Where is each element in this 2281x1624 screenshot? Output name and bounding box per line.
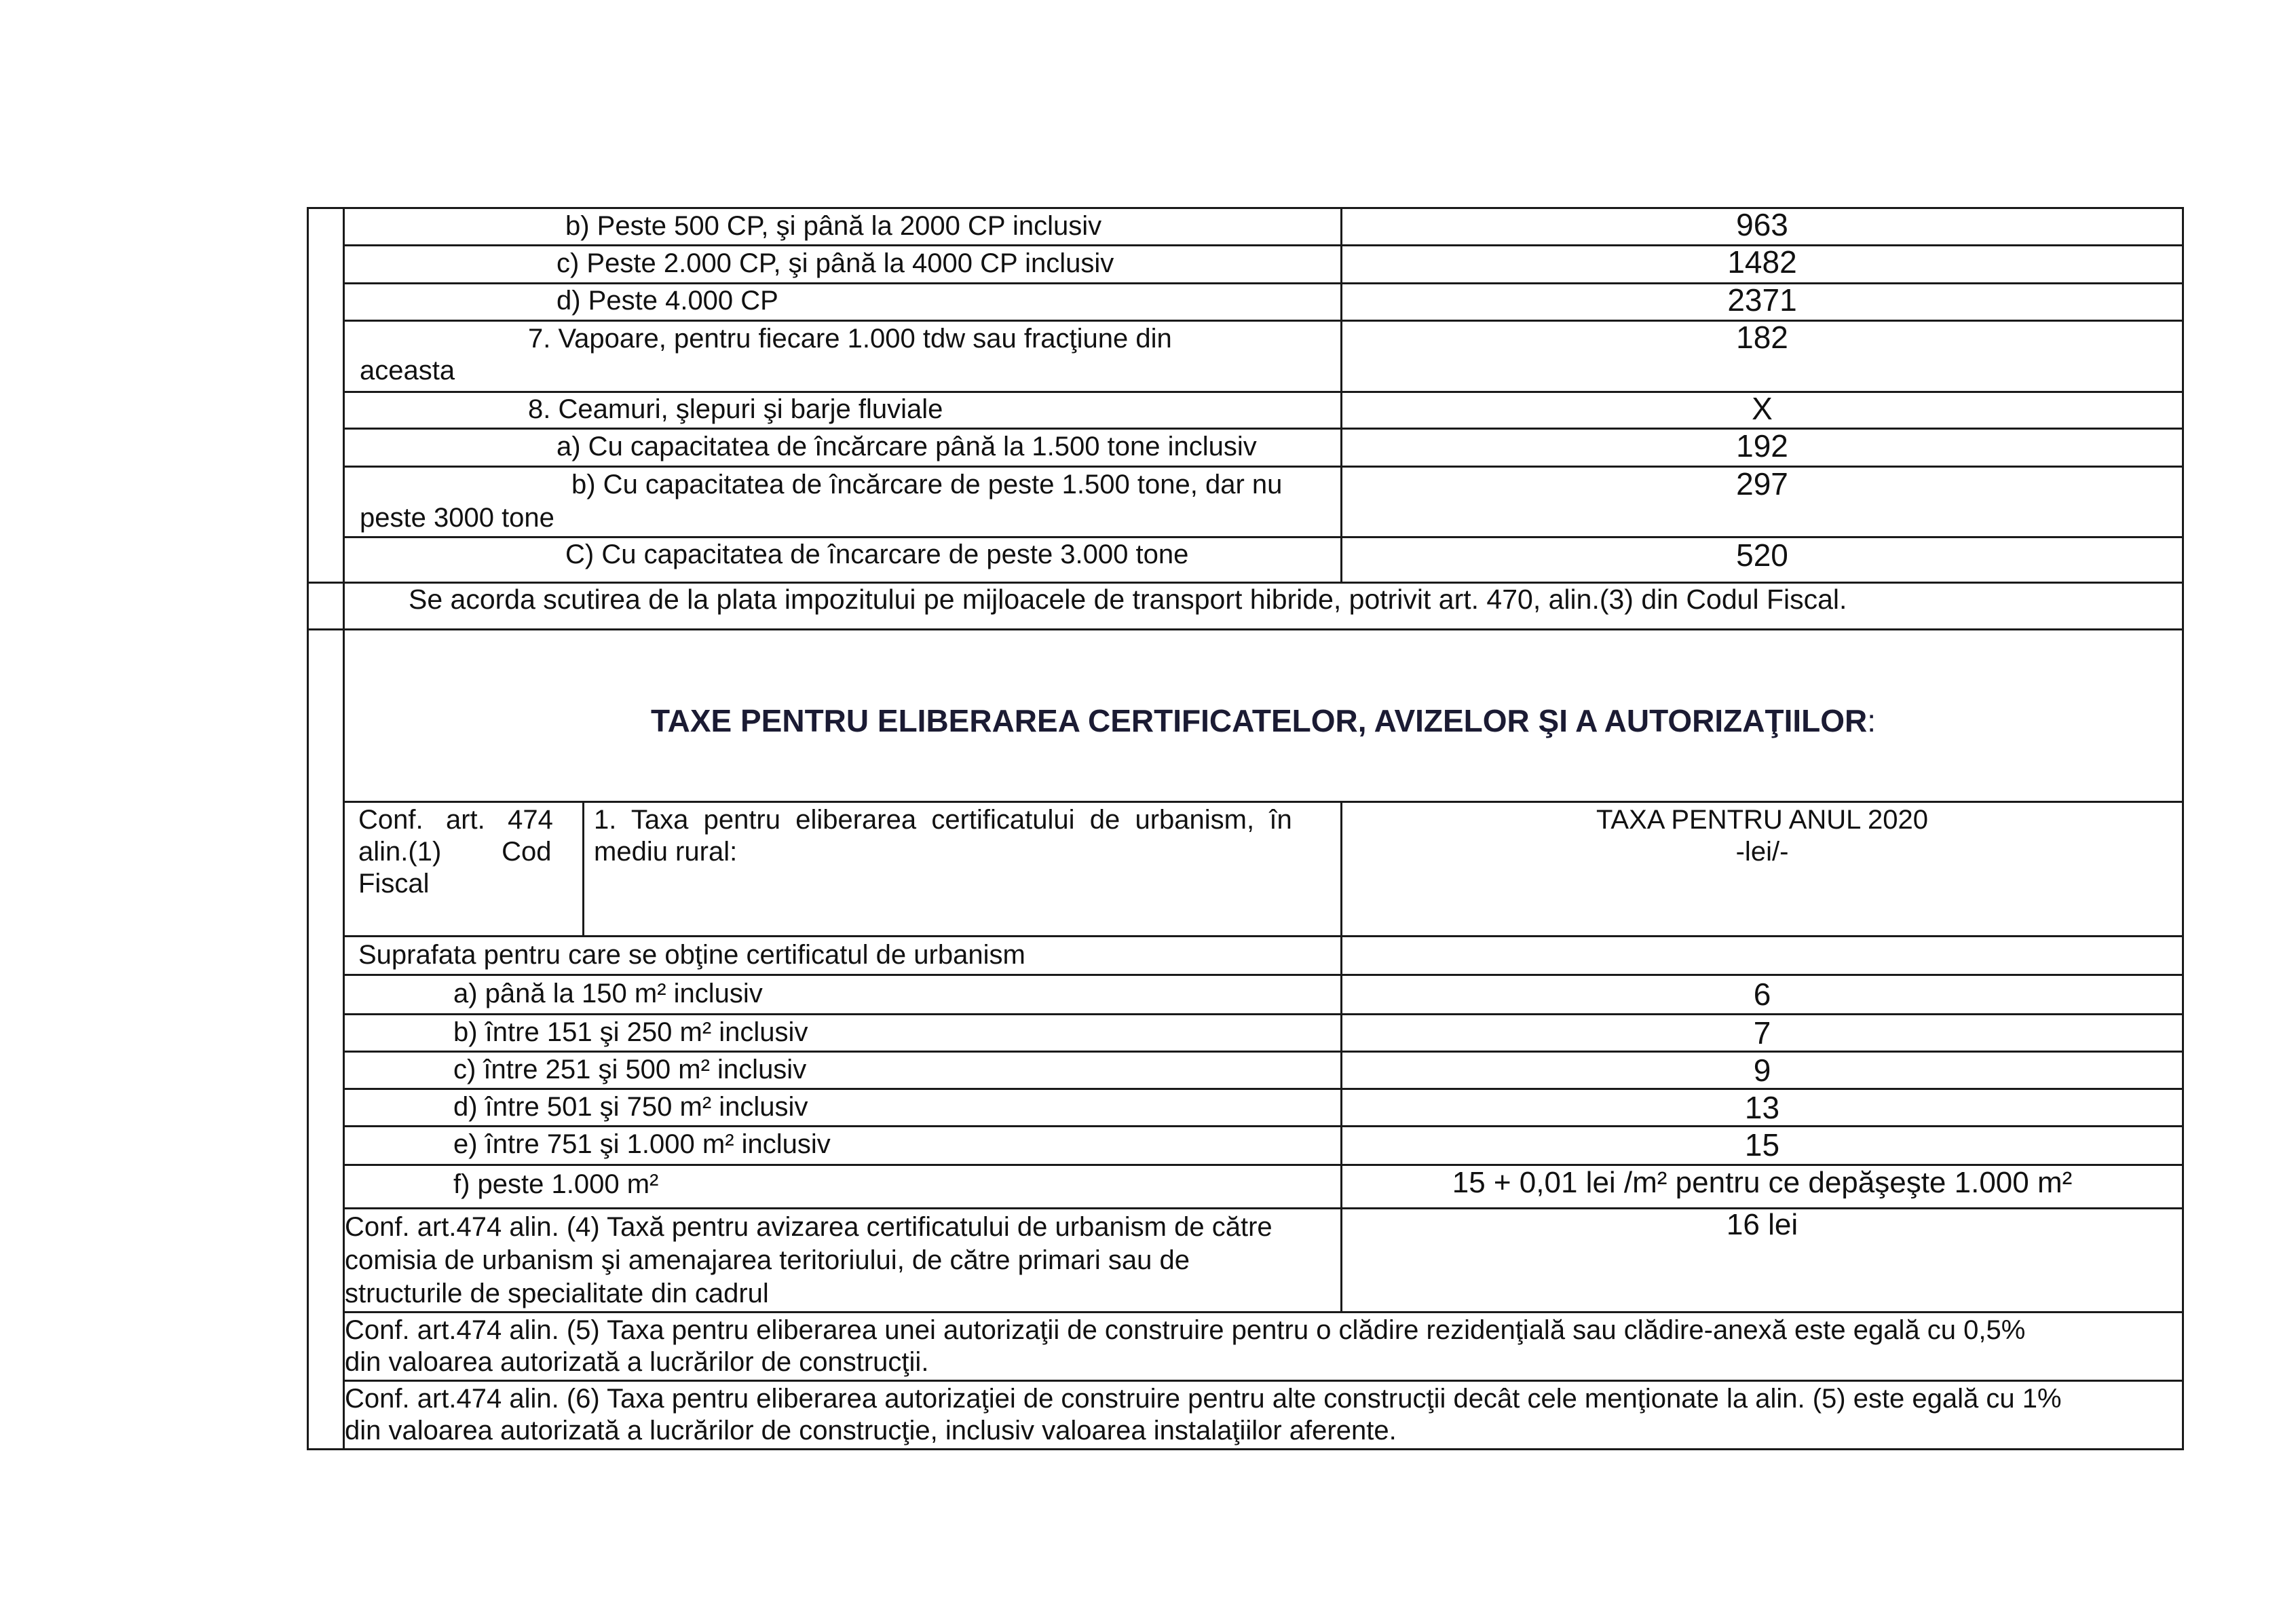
surface-row-value: 15 [1744,1127,1780,1163]
autorizatie-5-text: din valoarea autorizată a lucrărilor de construcţii. [345,1347,929,1377]
row-label: b) Peste 500 CP, şi până la 2000 CP inclusiv [565,211,1102,241]
table-border-right [2182,207,2184,1450]
row-label: b) Cu capacitatea de încărcare de peste 1.500 tone, dar nu [571,470,1283,499]
aviz-text: structurile de specialitate din cadrul [345,1279,769,1308]
autorizatie-5-text: Conf. art.474 alin. (5) Taxa pentru eliberarea unei autorizaţii de construire pentru o clădire rezidenţială sau clădire-anexă este egală cu 0,5% [345,1315,2026,1345]
row-line [343,935,2184,937]
ref-text: alin.(1) Cod [358,837,552,867]
row-value: X [1752,391,1773,426]
section-title [345,704,2182,738]
row-label: C) Cu capacitatea de încarcare de peste 3.000 tone [565,540,1189,569]
row-value: 2371 [1727,282,1797,318]
row-value: 192 [1736,428,1788,464]
surface-row-value: 9 [1753,1053,1771,1088]
autorizatie-6-text: Conf. art.474 alin. (6) Taxa pentru eliberarea autorizaţiei de construire pentru alte construcţii decât cele menţionate la alin. (5) este egală cu 1% [345,1384,2062,1414]
row-label: d) Peste 4.000 CP [557,286,778,316]
row-label: peste 3000 tone [360,503,554,533]
surface-row-label: c) între 251 şi 500 m² inclusiv [453,1055,807,1084]
table-border-bottom [307,1448,2184,1450]
row-line [307,628,2184,630]
surface-row-label: d) între 501 şi 750 m² inclusiv [453,1092,808,1122]
surface-row-value: 6 [1753,977,1771,1012]
aviz-text: comisia de urbanism şi amenajarea teritoriului, de către primari sau de [345,1245,1190,1275]
row-label: c) Peste 2.000 CP, şi până la 4000 CP inclusiv [557,248,1114,278]
exemption-note: Se acorda scutirea de la plata impozitului pe mijloacele de transport hibride, potrivit art. 470, alin.(3) din Codul Fiscal. [409,584,1847,615]
section-title-text: TAXE PENTRU ELIBERAREA CERTIFICATELOR, AVIZELOR ŞI A AUTORIZAŢIILOR [650,703,1868,738]
row-value: 182 [1736,320,1788,355]
ref-column-divider [582,801,584,935]
section-title-colon: : [1867,703,1877,738]
row-line [343,974,2184,976]
fee-description: mediu rural: [594,837,738,867]
surface-row-label: f) peste 1.000 m² [453,1169,659,1199]
aviz-text: Conf. art.474 alin. (4) Taxă pentru avizarea certificatului de urbanism de către [345,1212,1273,1242]
surface-row-value: 15 + 0,01 lei /m² pentru ce depăşeşte 1.000 m² [1452,1166,2073,1199]
surface-row-value: 13 [1744,1090,1780,1125]
surface-row-label: a) până la 150 m² inclusiv [453,979,763,1008]
row-value: 963 [1736,207,1788,242]
row-label: 8. Ceamuri, şlepuri şi barje fluviale [528,394,943,424]
table-border-left [307,207,309,1450]
row-value: 297 [1736,466,1788,502]
surface-label: Suprafata pentru care se obţine certificatul de urbanism [358,940,1025,970]
surface-row-value: 7 [1753,1015,1771,1051]
ref-text: Fiscal [358,869,430,899]
tax-column-unit: -lei/- [1735,837,1789,867]
ref-text: Conf. art. 474 [358,805,553,835]
autorizatie-6-text: din valoarea autorizată a lucrărilor de construcţie, inclusiv valoarea instalaţiilor aferente. [345,1416,1397,1446]
surface-row-label: b) între 151 şi 250 m² inclusiv [453,1017,808,1047]
aviz-value: 16 lei [1726,1208,1798,1241]
row-value: 1482 [1727,244,1797,280]
row-value: 520 [1736,537,1788,573]
row-label: aceasta [360,356,455,385]
surface-row-label: e) între 751 şi 1.000 m² inclusiv [453,1129,831,1159]
tax-column-header: TAXA PENTRU ANUL 2020 [1596,805,1929,835]
row-label: a) Cu capacitatea de încărcare până la 1.500 tone inclusiv [557,432,1257,461]
fee-description: 1. Taxa pentru eliberarea certificatului de urbanism, în [594,805,1292,835]
row-label: 7. Vapoare, pentru fiecare 1.000 tdw sau fracţiune din [528,324,1172,354]
